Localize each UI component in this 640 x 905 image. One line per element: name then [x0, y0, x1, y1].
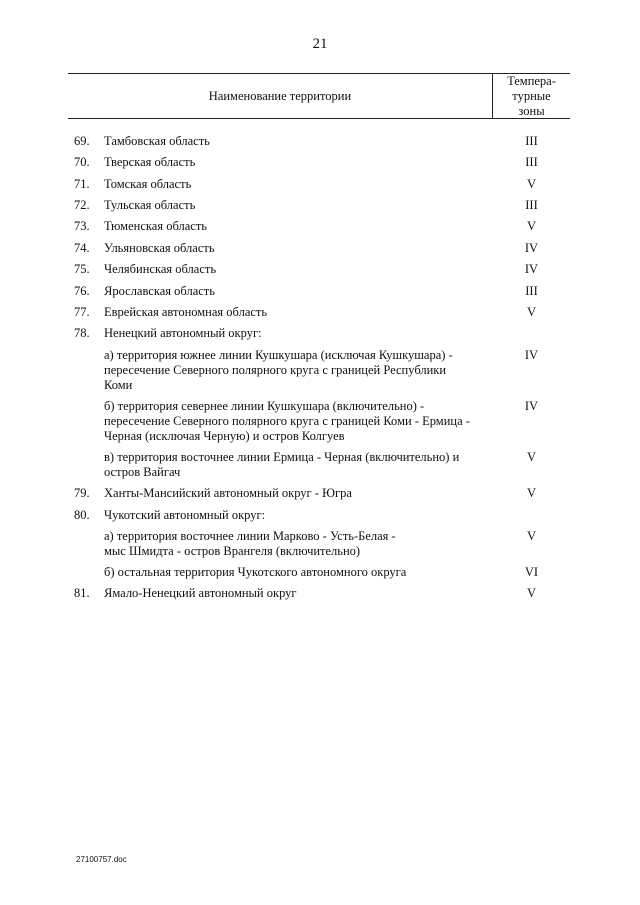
- subdivision-line: в) территория восточнее линии Ермица - Черная (включительно) и: [104, 450, 460, 464]
- territory-name: Томская область: [104, 177, 192, 191]
- territory-name: Ханты-Мансийский автономный округ - Югра: [104, 486, 352, 500]
- territory-name: Тульская область: [104, 198, 196, 212]
- temperature-zone: V: [526, 177, 537, 191]
- row-number: 75.: [74, 262, 90, 276]
- header-zone-line: турные: [512, 89, 551, 103]
- temperature-zone: V: [526, 219, 537, 233]
- subdivision-line: а) территория восточнее линии Марково - Усть-Белая -: [104, 529, 396, 543]
- temperature-zone: III: [525, 134, 538, 148]
- subdivision-line: а) территория южнее линии Кушкушара (исключая Кушкушара) -: [104, 348, 453, 362]
- territory-subdivision: [104, 399, 489, 444]
- territory-name: Тверская область: [104, 155, 196, 169]
- page-number: 21: [312, 36, 328, 52]
- row-number: 78.: [74, 326, 90, 340]
- subdivision-line: пересечение Северного полярного круга с границей Коми - Ермица -: [104, 414, 470, 428]
- subdivision-line: б) остальная территория Чукотского автономного округа: [104, 565, 407, 579]
- row-number: 81.: [74, 586, 90, 600]
- subdivision-line: остров Вайгач: [104, 465, 181, 479]
- row-number: 70.: [74, 155, 90, 169]
- temperature-zone: IV: [524, 399, 539, 413]
- subdivision-line: Коми: [104, 378, 133, 392]
- temperature-zone: III: [525, 198, 538, 212]
- document-filename: 27100757.doc: [76, 855, 127, 864]
- temperature-zone: V: [526, 450, 537, 464]
- territory-name: Тюменская область: [104, 219, 207, 233]
- row-number: 69.: [74, 134, 90, 148]
- temperature-zone: VI: [524, 565, 539, 579]
- row-number: 76.: [74, 284, 90, 298]
- territory-name: Ямало-Ненецкий автономный округ: [104, 586, 297, 600]
- row-number: 73.: [74, 219, 90, 233]
- territory-subdivision: [104, 565, 489, 580]
- temperature-zone: III: [525, 284, 538, 298]
- row-number: 79.: [74, 486, 90, 500]
- territory-name: Ульяновская область: [104, 241, 215, 255]
- subdivision-line: пересечение Северного полярного круга с границей Республики: [104, 363, 447, 377]
- subdivision-line: б) территория севернее линии Кушкушара (включительно) -: [104, 399, 425, 413]
- territory-name: Чукотский автономный округ:: [104, 508, 266, 522]
- header-territory-name: Наименование территории: [208, 89, 352, 103]
- territory-subdivision: [104, 450, 489, 480]
- row-number: 71.: [74, 177, 90, 191]
- territory-name: Ярославская область: [104, 284, 215, 298]
- temperature-zone: V: [526, 486, 537, 500]
- header-zone-line: зоны: [518, 104, 545, 118]
- row-number: 77.: [74, 305, 90, 319]
- temperature-zone: III: [525, 155, 538, 169]
- territory-name: Ненецкий автономный округ:: [104, 326, 262, 340]
- subdivision-line: мыс Шмидта - остров Врангеля (включительно): [104, 544, 361, 558]
- temperature-zone: IV: [524, 348, 539, 362]
- temperature-zone: IV: [524, 241, 539, 255]
- row-number: 80.: [74, 508, 90, 522]
- header-temperature-zones: [493, 74, 570, 119]
- row-number: 72.: [74, 198, 90, 212]
- table-header-rule: [68, 118, 570, 119]
- temperature-zone: IV: [524, 262, 539, 276]
- temperature-zone: V: [526, 586, 537, 600]
- territory-name: Челябинская область: [104, 262, 217, 276]
- territory-name: Тамбовская область: [104, 134, 210, 148]
- temperature-zone: V: [526, 529, 537, 543]
- temperature-zone: V: [526, 305, 537, 319]
- territory-subdivision: [104, 348, 489, 393]
- row-number: 74.: [74, 241, 90, 255]
- territory-name: Еврейская автономная область: [104, 305, 268, 319]
- territory-subdivision: [104, 529, 489, 559]
- subdivision-line: Черная (исключая Черную) и остров Колгуев: [104, 429, 345, 443]
- header-zone-line: Темпера-: [507, 74, 556, 88]
